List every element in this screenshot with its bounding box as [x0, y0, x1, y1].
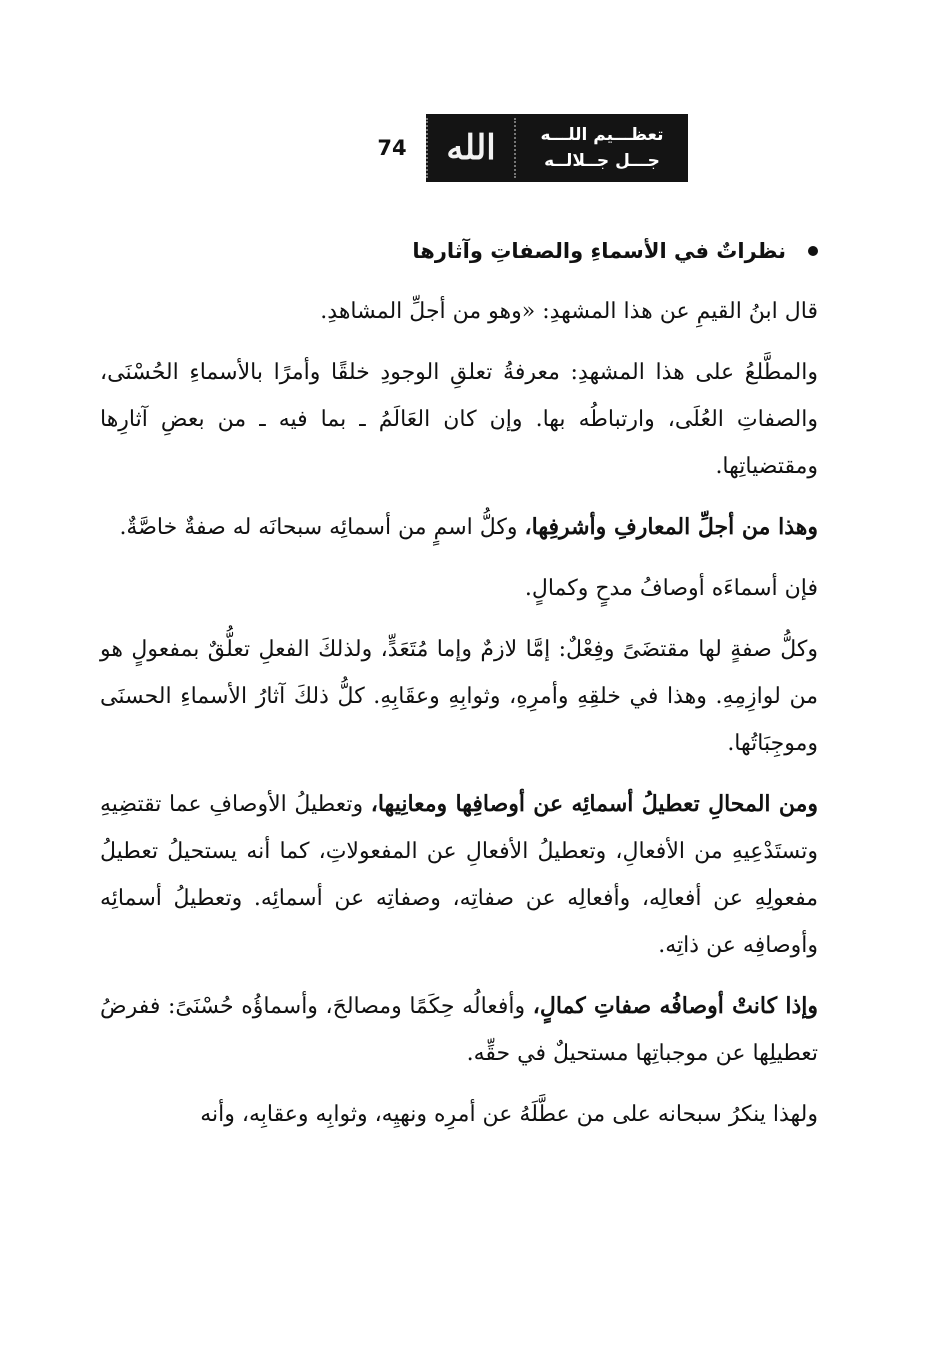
page-number: 74: [377, 136, 407, 160]
bullet-icon: [808, 246, 818, 256]
paragraph-text: وكلُّ اسمٍ من أسمائِه سبحانَه له صفةٌ خاصَّةٌ.: [119, 515, 525, 540]
paragraph-lead: وهذا من أجلِّ المعارفِ وأشرفِها،: [524, 514, 818, 540]
paragraph-text: وتعطيلُ الأوصافِ عما تقتضِيهِ وتستَدْعِيهِ من الأفعالِ، وتعطيلُ الأفعالِ عن المفعولاتِ، كما أنه يستحيلُ تعطيلُ مفعولِهِ عن أفعالِه، وأفعالِه عن صفاتِه، وصفاتِه عن أسمائِه. وتعطيلُ أسمائِه وأوصافِه عن ذاتِه.: [100, 792, 818, 958]
section-heading: [100, 222, 818, 280]
paragraph: [100, 288, 818, 335]
paragraph-lead: ومن المحالِ تعطيلُ أسمائِه عن أوصافِها ومعانِيها،: [370, 791, 818, 817]
emblem-text: الله: [446, 128, 496, 168]
paragraph: [100, 349, 818, 490]
paragraph: [100, 983, 818, 1077]
paragraph: [100, 626, 818, 767]
page-header: [358, 114, 688, 182]
paragraph-text: ولهذا ينكرُ سبحانه على من عطَّلَهُ عن أمرِه ونهيِه، وثوابِه وعقابِه، وأنه: [200, 1102, 818, 1127]
allah-calligraphy-emblem: [426, 118, 516, 178]
book-title-banner: [426, 114, 688, 182]
book-title: [516, 114, 688, 182]
paragraph: [100, 504, 818, 551]
paragraph-text: وأفعالُه حِكَمًا ومصالحَ، وأسماؤُه حُسْنَىً: ففرضُ تعطيلِها عن موجباتِها مستحيلٌ في حقِّه.: [100, 994, 818, 1066]
paragraph-text: قال ابنُ القيمِ عن هذا المشهدِ: «وهو من أجلِّ المشاهدِ.: [320, 299, 818, 324]
page-body: [100, 222, 818, 1152]
paragraph-text: والمطَّلعُ على هذا المشهدِ: معرفةُ تعلقِ الوجودِ خلقًا وأمرًا بالأسماءِ الحُسْنَى، والصفاتِ العُلَى، وارتباطُه بها. وإن كان العَالَمُ ـ بما فيه ـ من بعضِ آثارِها ومقتضياتِها.: [100, 360, 818, 479]
paragraph: [100, 1091, 818, 1138]
book-title-line2: جـــل جــلالــه: [544, 151, 660, 171]
paragraph-lead: وإذا كانتْ أوصافُه صفاتِ كمالٍ،: [532, 993, 818, 1019]
section-heading-text: نظراتٌ في الأسماءِ والصفاتِ وآثارها: [412, 238, 786, 263]
paragraph: [100, 781, 818, 969]
paragraph-text: وكلُّ صفةٍ لها مقتضَىً وفِعْلٌ: إمَّا لازمٌ وإما مُتَعَدٍّ، ولذلكَ الفعلِ تعلُّقٌ بمفعولٍ هو من لوازِمِهِ. وهذا في خلقِهِ وأمرِهِ، وثوابِهِ وعقَابِهِ. كلُّ ذلكَ آثارُ الأسماءِ الحسنَى وموجِبَاتُها.: [100, 637, 818, 756]
paragraph: [100, 565, 818, 612]
book-title-line1: تعظـــيم اللـــه: [540, 125, 664, 145]
paragraph-text: فإن أسماءَه أوصافُ مدحٍ وكمالٍ.: [524, 576, 818, 601]
